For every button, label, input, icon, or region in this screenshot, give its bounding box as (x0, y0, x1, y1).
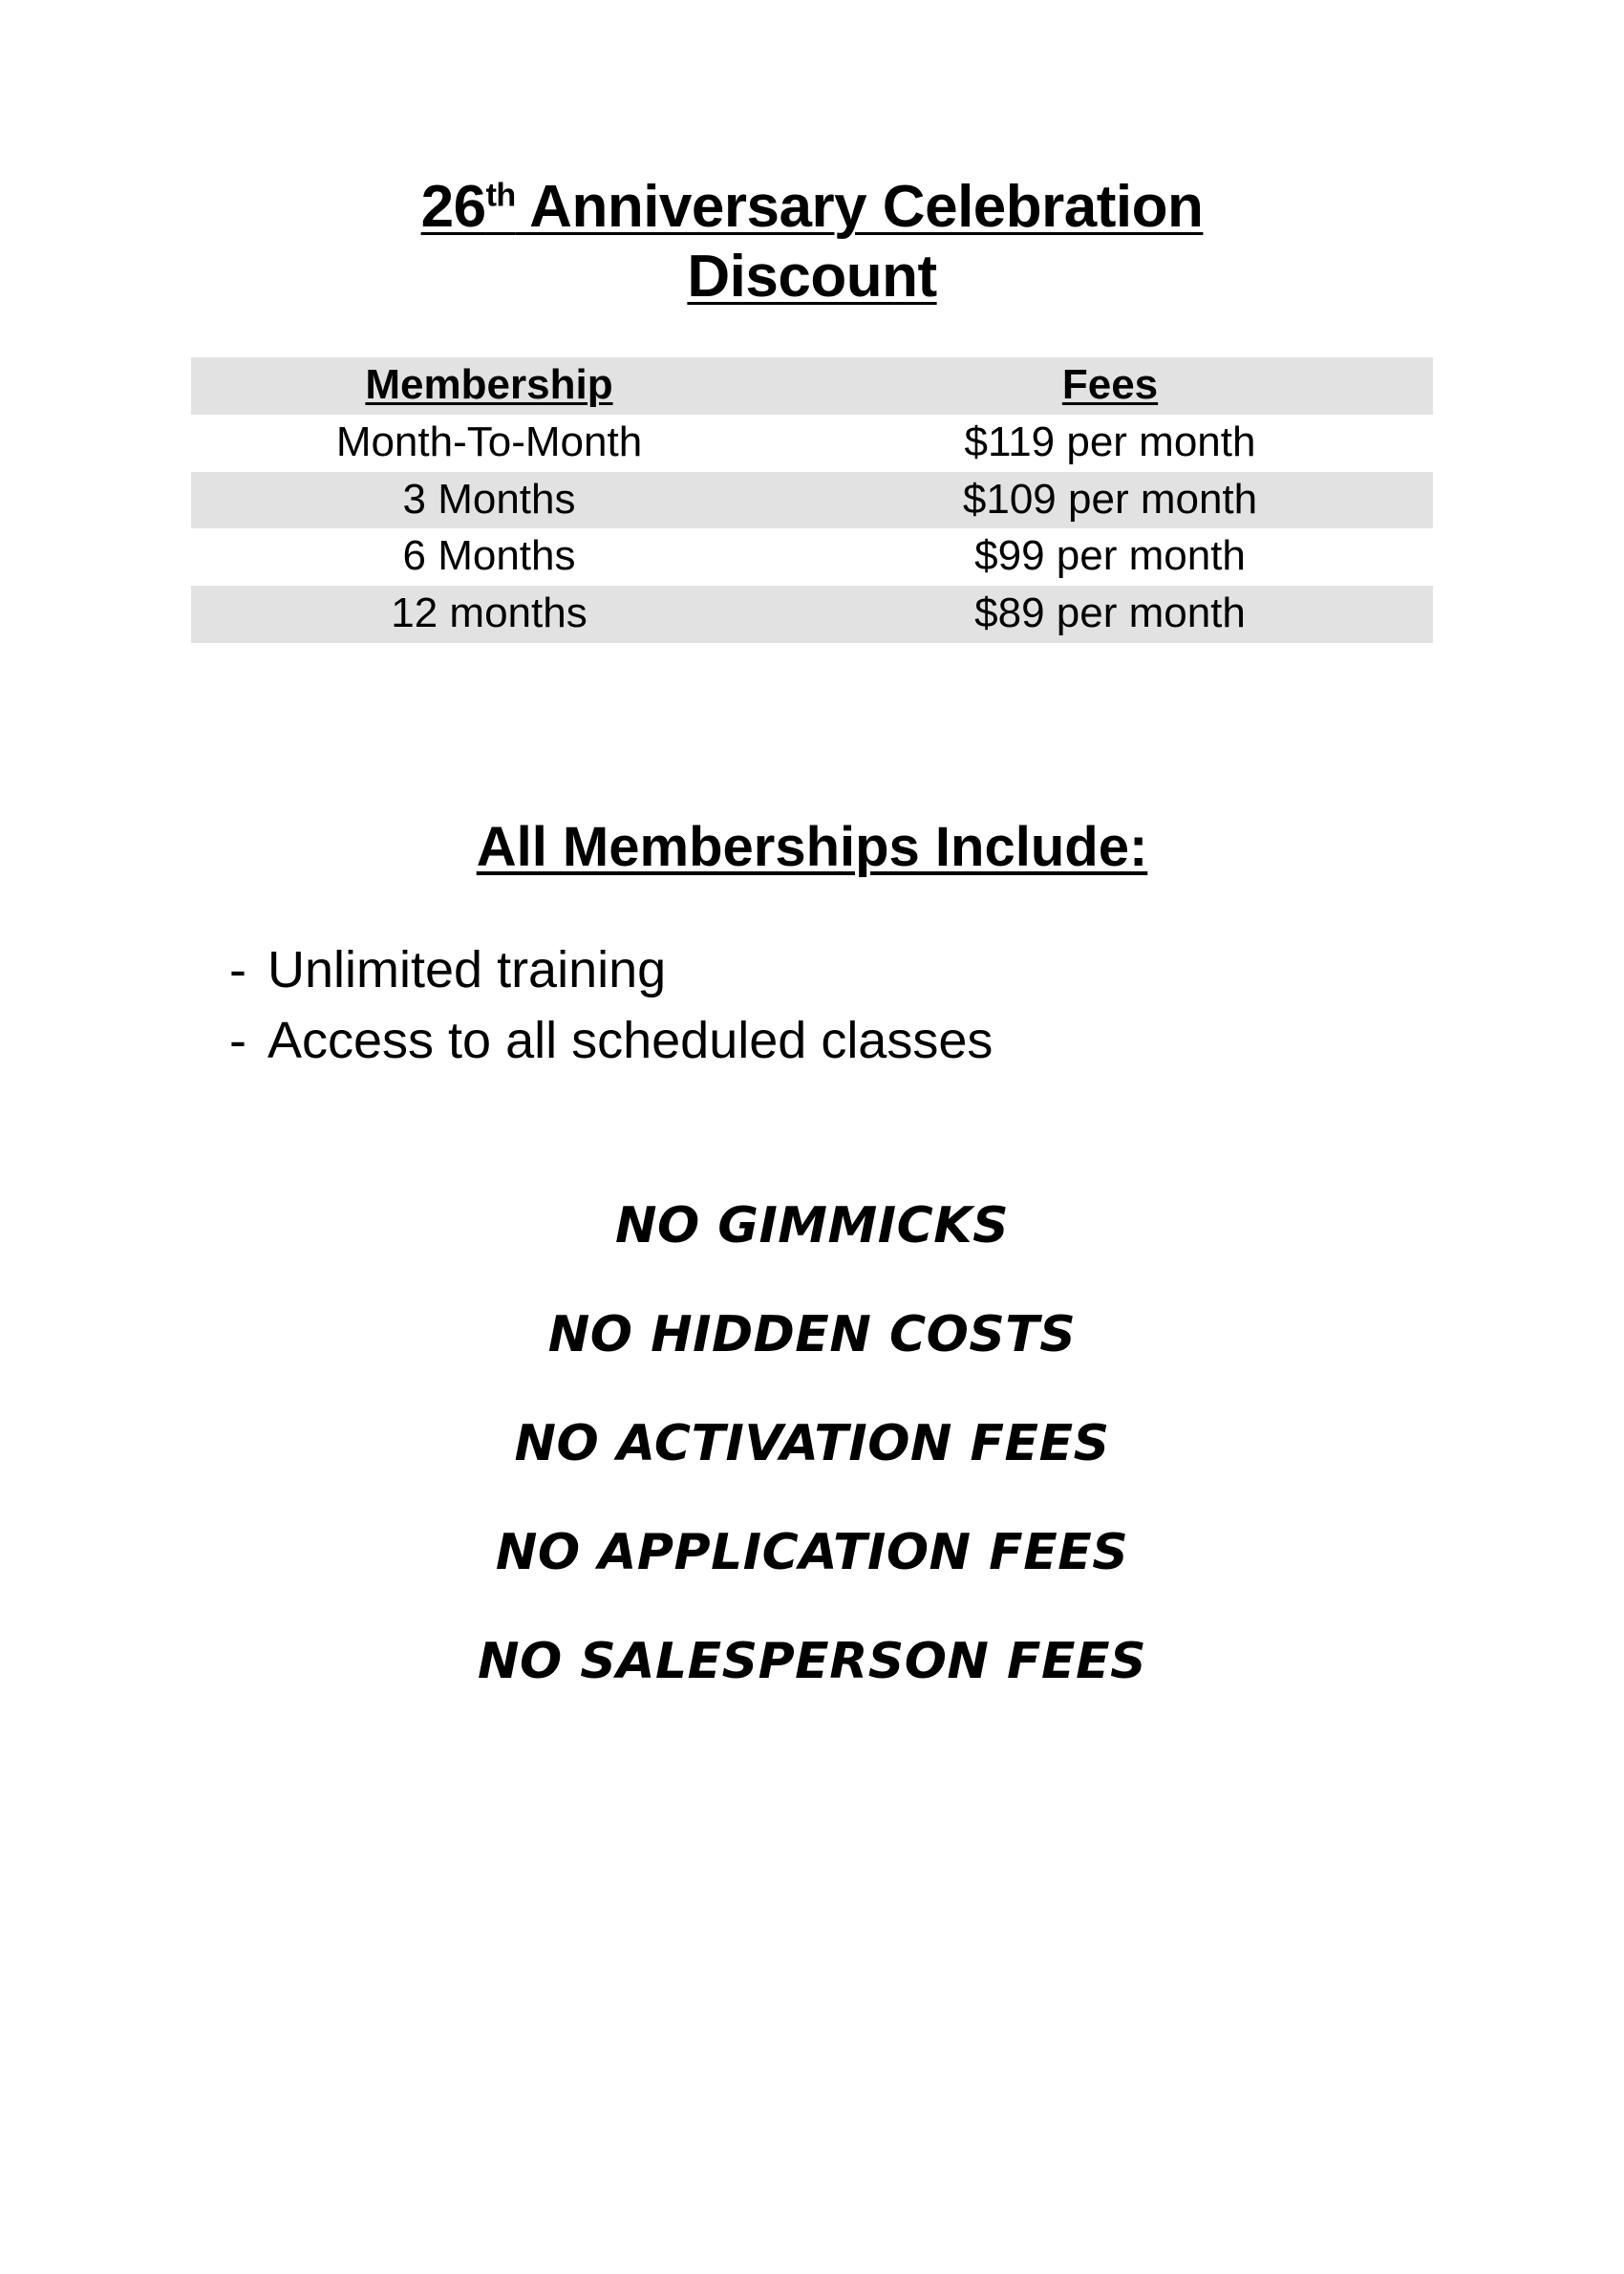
slogan-line: NO ACTIVATION FEES (514, 1414, 1110, 1472)
slogan-line: NO HIDDEN COSTS (547, 1305, 1077, 1363)
bullet-dash-icon: - (229, 1012, 246, 1070)
includes-heading: All Memberships Include: (476, 815, 1148, 878)
list-item-label: Access to all scheduled classes (267, 1012, 994, 1070)
slogan-line: NO GIMMICKS (614, 1196, 1010, 1255)
title-line-1 (191, 172, 1433, 242)
slogan-line: NO SALESPERSON FEES (477, 1632, 1147, 1690)
cell-fee: $99 per month (974, 532, 1246, 580)
includes-list (0, 934, 1624, 1077)
title-ordinal-suffix: th (485, 177, 516, 214)
page-title (0, 172, 1624, 311)
title-subword: Discount (687, 244, 937, 311)
table-row (191, 528, 1433, 586)
table-header-row (191, 357, 1433, 415)
title-text: Anniversary Celebration (515, 174, 1204, 240)
list-item (229, 1005, 1624, 1077)
cell-fee: $89 per month (787, 586, 1433, 643)
table-row (191, 586, 1433, 643)
cell-membership: 12 months (191, 586, 787, 643)
table-row (191, 472, 1433, 529)
cell-membership: Month-To-Month (335, 418, 643, 465)
table-row (191, 415, 1433, 472)
slogan-block (0, 1196, 1624, 1690)
list-item-label: Unlimited training (267, 940, 667, 998)
cell-membership: 6 Months (402, 532, 576, 580)
cell-membership: 3 Months (191, 472, 787, 529)
column-header-fees: Fees (787, 357, 1433, 415)
bullet-dash-icon: - (229, 940, 246, 998)
list-item (229, 934, 1624, 1006)
slogan-line: NO APPLICATION FEES (495, 1523, 1129, 1581)
title-number: 26 (420, 174, 486, 240)
cell-fee: $109 per month (787, 472, 1433, 529)
flyer-page (0, 172, 1624, 2274)
column-header-membership: Membership (191, 357, 787, 415)
cell-fee: $119 per month (964, 418, 1256, 465)
title-line-2 (191, 242, 1433, 311)
membership-fees-table (191, 357, 1433, 642)
